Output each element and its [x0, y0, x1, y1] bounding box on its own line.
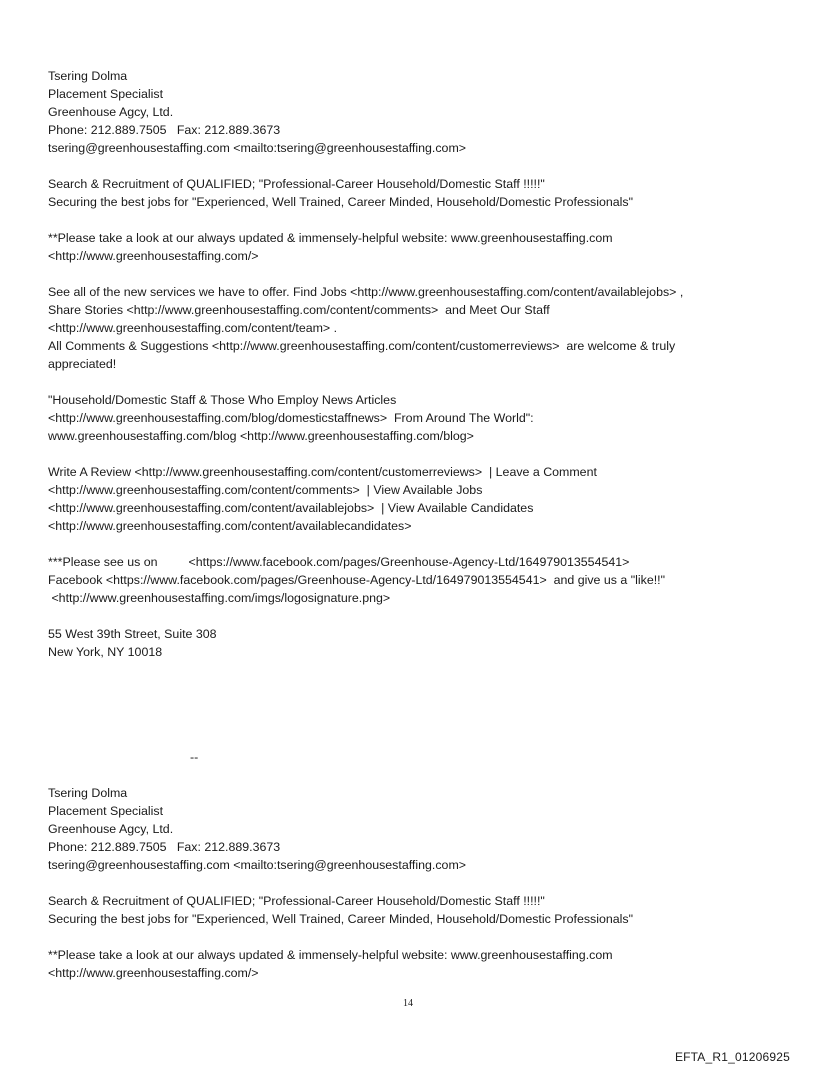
news-line: "Household/Domestic Staff & Those Who Employ News Articles [48, 393, 397, 407]
signature-title: Placement Specialist [48, 87, 164, 101]
website-line: <http://www.greenhousestaffing.com/> [48, 966, 259, 980]
news-line: <http://www.greenhousestaffing.com/blog/domesticstaffnews> From Around The World": [48, 411, 534, 425]
services-line: All Comments & Suggestions <http://www.greenhousestaffing.com/content/customerreviews> are welcome & truly [48, 339, 676, 353]
bates-number: EFTA_R1_01206925 [674, 1050, 790, 1064]
page-number: 14 [403, 998, 413, 1009]
signature-title: Placement Specialist [48, 804, 164, 818]
tagline-line: Securing the best jobs for "Experienced, Well Trained, Career Minded, Household/Domestic Professionals" [48, 195, 634, 209]
signature-company: Greenhouse Agcy, Ltd. [48, 105, 174, 119]
signature-name: Tsering Dolma [48, 69, 128, 83]
signature-email: tsering@greenhousestaffing.com <mailto:tsering@greenhousestaffing.com> [48, 858, 466, 872]
website-line: **Please take a look at our always updated & immensely-helpful website: www.greenhousestaffing.com [48, 231, 613, 245]
signature-separator: -- [190, 750, 199, 764]
address-city: New York, NY 10018 [48, 645, 163, 659]
links-line: <http://www.greenhousestaffing.com/content/availablecandidates> [48, 519, 412, 533]
signature-email: tsering@greenhousestaffing.com <mailto:tsering@greenhousestaffing.com> [48, 141, 466, 155]
services-line: appreciated! [48, 357, 117, 371]
links-line: <http://www.greenhousestaffing.com/content/comments> | View Available Jobs [48, 483, 483, 497]
news-line: www.greenhousestaffing.com/blog <http://www.greenhousestaffing.com/blog> [48, 429, 474, 443]
tagline-line: Search & Recruitment of QUALIFIED; "Professional-Career Household/Domestic Staff !!!!!" [48, 894, 545, 908]
links-line: Write A Review <http://www.greenhousestaffing.com/content/customerreviews> | Leave a Comment [48, 465, 597, 479]
signature-name: Tsering Dolma [48, 786, 128, 800]
services-line: <http://www.greenhousestaffing.com/content/team> . [48, 321, 338, 335]
address-street: 55 West 39th Street, Suite 308 [48, 627, 217, 641]
services-line: Share Stories <http://www.greenhousestaffing.com/content/comments> and Meet Our Staff [48, 303, 550, 317]
facebook-line: ***Please see us on <https://www.facebook.com/pages/Greenhouse-Agency-Ltd/164979013554541> [48, 555, 630, 569]
signature-company: Greenhouse Agcy, Ltd. [48, 822, 174, 836]
signature-phone-fax: Phone: 212.889.7505 Fax: 212.889.3673 [48, 123, 281, 137]
website-line: **Please take a look at our always updated & immensely-helpful website: www.greenhousestaffing.com [48, 948, 613, 962]
facebook-line: Facebook <https://www.facebook.com/pages/Greenhouse-Agency-Ltd/164979013554541> and give us a "like!!" [48, 573, 666, 587]
tagline-line: Search & Recruitment of QUALIFIED; "Professional-Career Household/Domestic Staff !!!!!" [48, 177, 545, 191]
services-line: See all of the new services we have to offer. Find Jobs <http://www.greenhousestaffing.com/content/availablejobs> , [48, 285, 684, 299]
links-line: <http://www.greenhousestaffing.com/content/availablejobs> | View Available Candidates [48, 501, 534, 515]
signature-phone-fax: Phone: 212.889.7505 Fax: 212.889.3673 [48, 840, 281, 854]
facebook-line: <http://www.greenhousestaffing.com/imgs/logosignature.png> [48, 591, 391, 605]
tagline-line: Securing the best jobs for "Experienced, Well Trained, Career Minded, Household/Domestic Professionals" [48, 912, 634, 926]
website-line: <http://www.greenhousestaffing.com/> [48, 249, 259, 263]
